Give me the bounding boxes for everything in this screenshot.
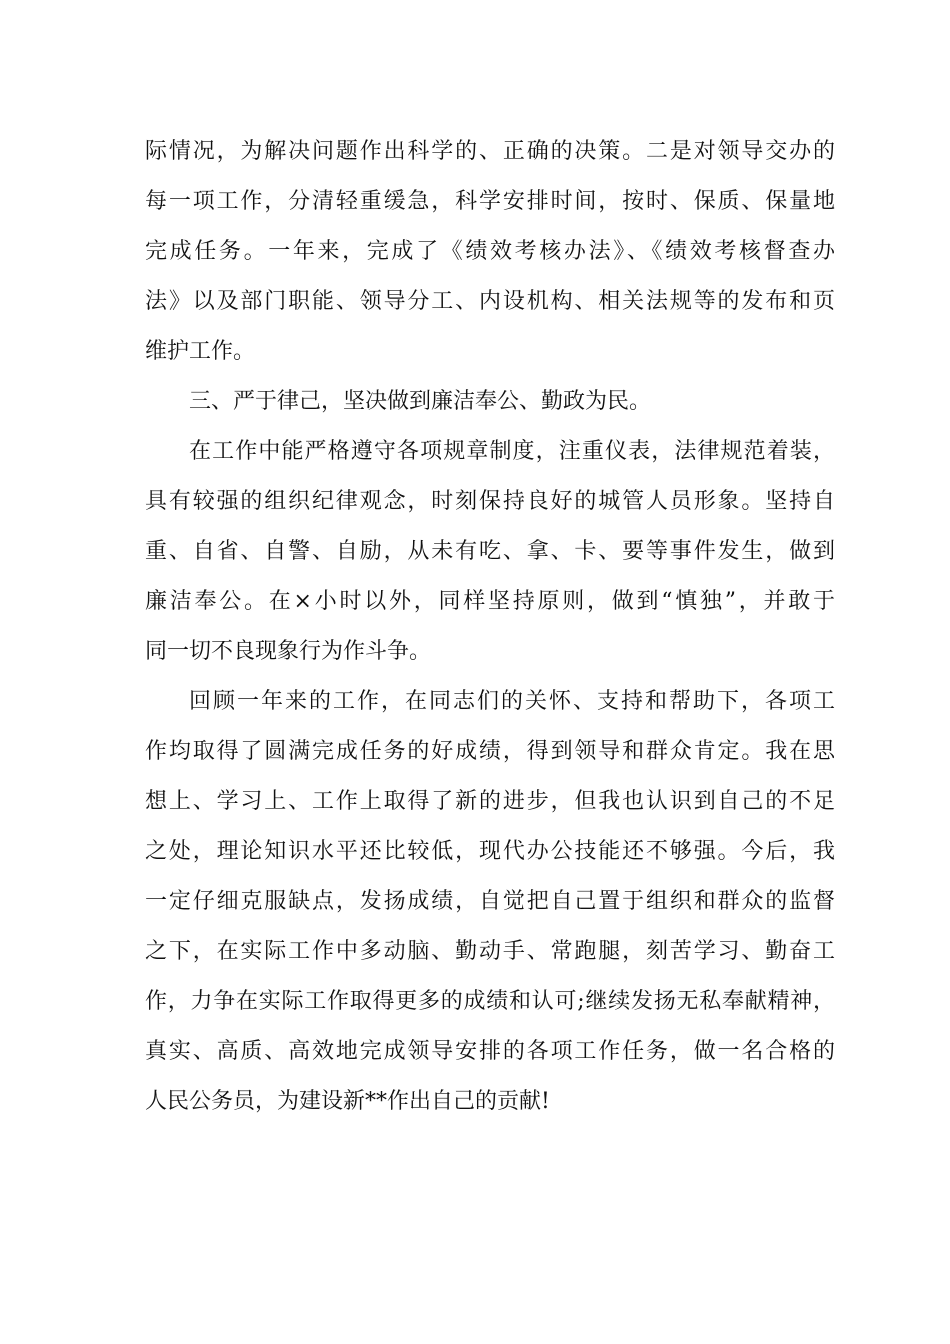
- text-line: 具有较强的组织纪律观念，时刻保持良好的城管人员形象。坚持自: [145, 489, 835, 514]
- text-line: 回顾一年来的工作，在同志们的关怀、支持和帮助下，各项工: [189, 689, 835, 714]
- text-line: 法》以及部门职能、领导分工、内设机构、相关法规等的发布和页: [145, 289, 835, 314]
- text-line: 之处，理论知识水平还比较低，现代办公技能还不够强。今后，我: [145, 839, 835, 864]
- text-line: 之下，在实际工作中多动脑、勤动手、常跑腿，刻苦学习、勤奋工: [145, 939, 835, 964]
- text-line: 际情况，为解决问题作出科学的、正确的决策。二是对领导交办的: [145, 139, 835, 164]
- text-line: 作均取得了圆满完成任务的好成绩，得到领导和群众肯定。我在思: [145, 739, 835, 764]
- text-line: 重、自省、自警、自励，从未有吃、拿、卡、要等事件发生，做到: [145, 539, 835, 564]
- text-line: 每一项工作，分清轻重缓急，科学安排时间，按时、保质、保量地: [145, 189, 835, 214]
- section-heading: 三、严于律己，坚决做到廉洁奉公、勤政为民。: [189, 389, 652, 414]
- body-text: [145, 127, 835, 1127]
- text-line: 维护工作。: [145, 339, 256, 364]
- text-line: 作，力争在实际工作取得更多的成绩和认可;继续发扬无私奉献精神，: [145, 989, 835, 1014]
- text-line: 廉洁奉公。在×小时以外，同样坚持原则，做到“慎独”，并敢于: [145, 589, 835, 614]
- text-line: 想上、学习上、工作上取得了新的进步，但我也认识到自己的不足: [145, 789, 835, 814]
- text-line: 一定仔细克服缺点，发扬成绩，自觉把自己置于组织和群众的监督: [145, 889, 835, 914]
- text-line: 在工作中能严格遵守各项规章制度，注重仪表，法律规范着装，: [189, 439, 835, 464]
- text-line: 真实、高质、高效地完成领导安排的各项工作任务，做一名合格的: [145, 1039, 835, 1064]
- text-line: 同一切不良现象行为作斗争。: [145, 639, 432, 664]
- text-line: 人民公务员，为建设新**作出自己的贡献!: [145, 1089, 550, 1114]
- text-line: 完成任务。一年来，完成了《绩效考核办法》、《绩效考核督查办: [145, 239, 835, 264]
